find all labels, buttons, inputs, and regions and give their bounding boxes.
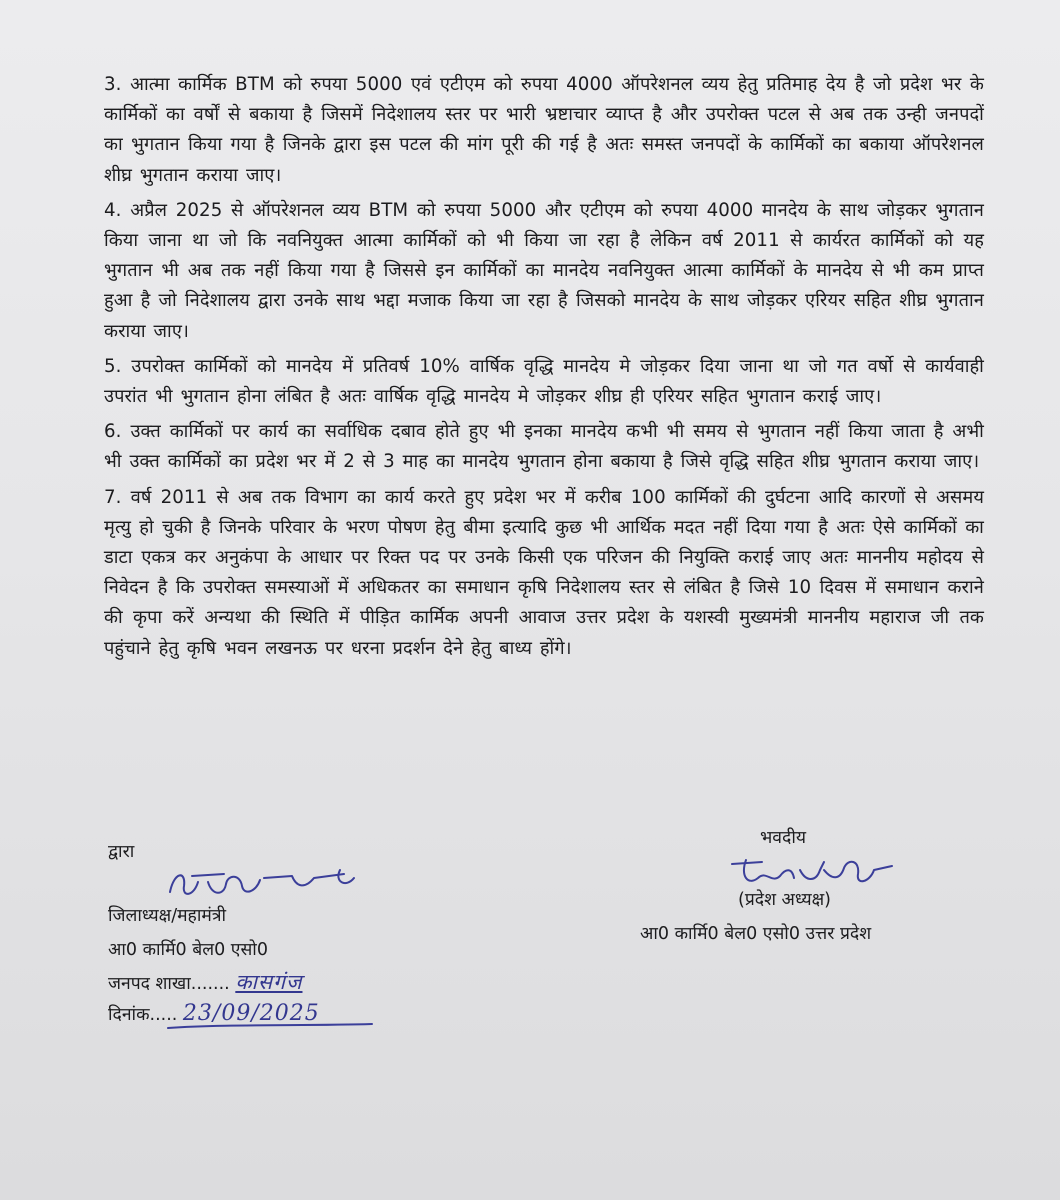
president-designation: (प्रदेश अध्यक्ष) [738, 890, 832, 910]
district-signature [164, 862, 364, 904]
point-3: 3. आत्मा कार्मिक BTM को रुपया 5000 एवं एटीएम को रुपया 4000 ऑपरेशनल व्यय हेतु प्रतिमाह देय है जो प्रदेश भर के कार्मिकों का वर्षों से बकाया है जिसमें निदेशालय स्तर पर भारी भ्रष्टाचार व्याप्त है और उपरोक्त पटल से अब तक उन्ही जनपदों का भुगतान किया गया है जिनके द्वारा इस पटल की मांग पूरी की गई है अतः समस्त जनपदों के कार्मिकों का बकाया ऑपरेशनल शीघ्र भुगतान कराया जाए। [104, 74, 984, 186]
closing: भवदीय [760, 828, 807, 848]
designation: जिलाध्यक्ष/महामंत्री [108, 906, 227, 926]
point-6: 6. उक्त कार्मिकों पर कार्य का सर्वाधिक दबाव होते हुए भी इनका मानदेय कभी भी समय से भुगतान नहीं किया जाता है अभी भी उक्त कार्मिकों का प्रदेश भर में 2 से 3 माह का मानदेय भुगतान होना बकाया है जिसे वृद्धि सहित शीघ्र भुगतान कराया जाए। [104, 421, 984, 473]
letter-body [104, 70, 984, 669]
point-5: 5. उपरोक्त कार्मिकों को मानदेय में प्रतिवर्ष 10% वार्षिक वृद्धि मानदेय मे जोड़कर दिया जाना था जो गत वर्षो से कार्यवाही उपरांत भी भुगतान होना लंबित है अतः वार्षिक वृद्धि मानदेय मे जोड़कर शीघ्र ही एरियर सहित भुगतान कराई जाए। [104, 355, 984, 408]
org-short: आ0 कार्मि0 बेल0 एसो0 [108, 940, 268, 960]
date-handwritten: 23/09/2025 [182, 1001, 320, 1026]
point-7: 7. वर्ष 2011 से अब तक विभाग का कार्य करते हुए प्रदेश भर में करीब 100 कार्मिकों की दुर्घटना आदि कारणों से असमय मृत्यु हो चुकी है जिनके परिवार के भरण पोषण हेतु बीमा इत्यादि कुछ भी आर्थिक मदत नहीं दिया गया है अतः ऐसे कार्मिकों का डाटा एकत्र कर अनुकंपा के आधार पर रिक्त पद पर उनके किसी एक परिजन की नियुक्ति कराई जाए अतः माननीय महोदय से निवेदन है कि उपरोक्त समस्याओं में अधिकतर का समाधान कृषि निदेशालय स्तर से लंबित है जिसे 10 दिवस में समाधान कराने की कृपा करें अन्यथा की स्थिति में पीड़ित कार्मिक अपनी आवाज उत्तर प्रदेश के यशस्वी मुख्यमंत्री माननीय महाराज जी तक पहुंचाने हेतु कृषि भवन लखनऊ पर धरना प्रदर्शन देने हेतु बाध्य होंगे। [104, 486, 984, 659]
date-underline [166, 1020, 376, 1034]
point-4: 4. अप्रैल 2025 से ऑपरेशनल व्यय BTM को रुपया 5000 और एटीएम को रुपया 4000 मानदेय के साथ जोड़कर भुगतान किया जाना था जो कि नवनियुक्त आत्मा कार्मिकों को भी किया जा रहा है लेकिन वर्ष 2011 से कार्यरत कार्मिकों को यह भुगतान भी अब तक नहीं किया गया है जिससे इन कार्मिकों का मानदेय नवनियुक्त आत्मा कार्मिकों के मानदेय से भी कम प्राप्त हुआ है जो निदेशालय द्वारा उनके साथ भद्दा मजाक किया जा रहा है जिसको मानदेय के साथ जोड़कर एरियर सहित शीघ्र भुगतान कराया जाए। [104, 199, 984, 342]
date-line: दिनांक..... 23/09/2025 [108, 1001, 320, 1026]
by-label: द्वारा [108, 842, 135, 862]
branch-handwritten: कासगंज [235, 970, 303, 994]
org-full: आ0 कार्मि0 बेल0 एसो0 उत्तर प्रदेश [640, 924, 872, 944]
president-signature [728, 850, 898, 892]
branch-line: जनपद शाखा....... कासगंज [108, 970, 303, 994]
